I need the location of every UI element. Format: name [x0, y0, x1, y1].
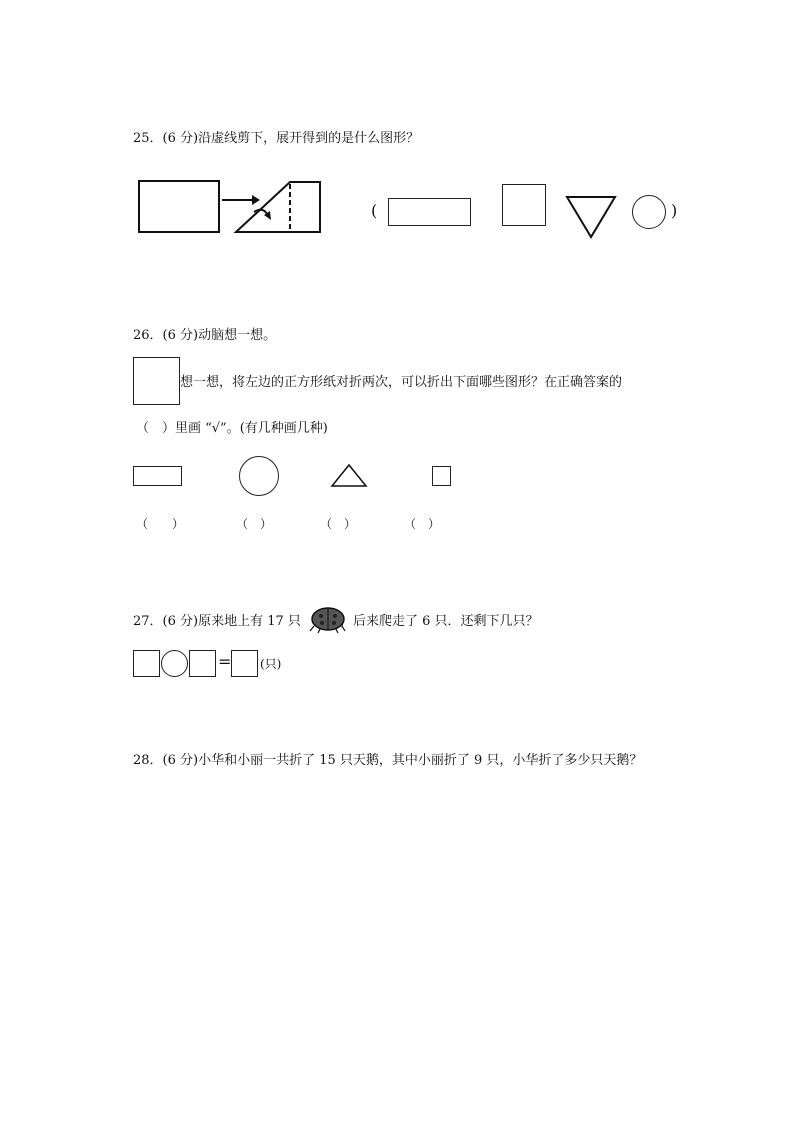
question-28-text: 28．(6 分)小华和小丽一共折了 15 只天鹅，其中小丽折了 9 只，小华折了多少只天鹅？	[133, 753, 643, 768]
answer-blank-2[interactable]: （ ）	[236, 517, 273, 531]
question-26-line2: （ ）里画 “√”。(有几种画几种)	[136, 421, 328, 436]
option-square	[502, 184, 546, 226]
operator-circle[interactable]	[161, 650, 188, 677]
question-26-title: 26．(6 分)动脑想一想。	[133, 328, 277, 343]
open-paren: (	[371, 201, 378, 220]
paper-square	[133, 357, 180, 405]
choice-rectangle	[133, 466, 182, 486]
choice-triangle	[330, 462, 368, 488]
option-circle	[632, 195, 666, 229]
equals-sign: =	[218, 652, 232, 671]
choice-circle	[239, 456, 279, 496]
equation-box-1[interactable]	[133, 650, 160, 677]
option-rectangle	[388, 198, 471, 226]
equation-box-2[interactable]	[189, 650, 216, 677]
option-triangle	[565, 194, 617, 240]
question-26-line1: 想一想，将左边的正方形纸对折两次，可以折出下面哪些图形？在正确答案的	[180, 375, 623, 390]
question-27-text-after: ，后来爬走了 6 只．还剩下几只？	[340, 614, 539, 629]
answer-blank-4[interactable]: （ ）	[404, 517, 441, 531]
answer-blank-3[interactable]: （ ）	[320, 517, 357, 531]
question-25-text: 25．(6 分)沿虚线剪下，展开得到的是什么图形？	[133, 131, 420, 146]
unit-label: (只)	[260, 657, 282, 671]
question-27-text-before: 27．(6 分)原来地上有 17 只	[133, 614, 301, 629]
answer-blank-1[interactable]: （ ）	[136, 517, 185, 531]
folding-diagram	[136, 178, 326, 238]
choice-square	[432, 466, 451, 486]
answer-box[interactable]	[231, 650, 258, 677]
close-paren: )	[671, 201, 678, 220]
